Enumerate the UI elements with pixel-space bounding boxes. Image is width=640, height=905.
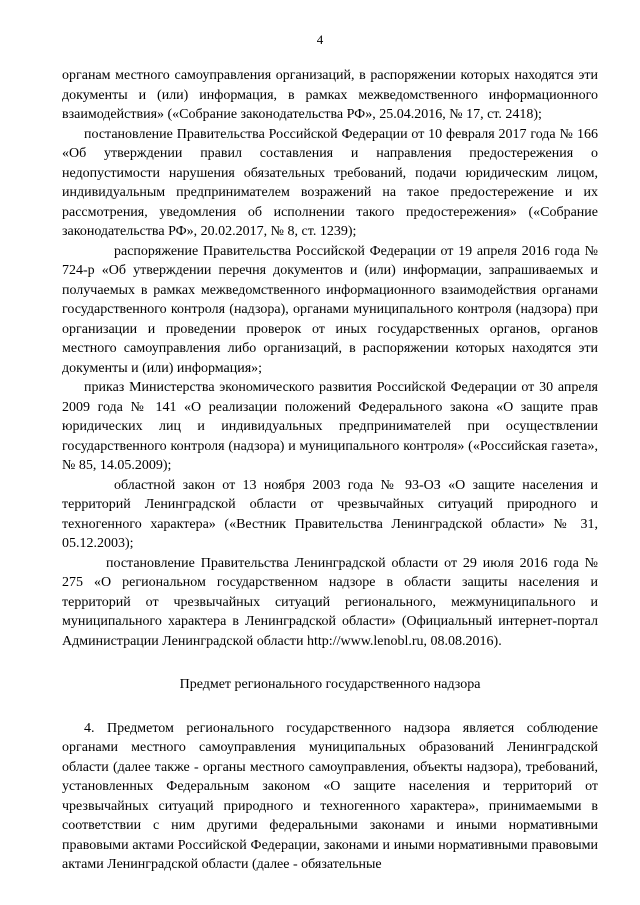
page-number: 4 xyxy=(316,32,324,47)
paragraph-government-order-724: распоряжение Правительства Российской Федерации от 19 апреля 2016 года № 724-р «Об утверждении перечня документов и (или) информации, запрашиваемых и получаемых в рамках межведомственного информационного взаимодействия органами государственного контроля (надзора), органами муниципального контроля (надзора) при организации и проведении проверок от иных государственных органов, органов местного самоуправления либо организаций, в распоряжении которых находятся эти документы и (или) информация»; xyxy=(62,243,598,376)
paragraph-regional-law-93: областной закон от 13 ноября 2003 года № 93-ОЗ «О защите населения и территорий Ленинградской области от чрезвычайных ситуаций природного и техногенного характера» («Вестник Правительства Ленинградской области» № 31, 05.12.2003); xyxy=(62,477,598,551)
document-body xyxy=(62,66,598,875)
paragraph-ministry-order-141: приказ Министерства экономического развития Российской Федерации от 30 апреля 2009 года № 141 «О реализации положений Федерального закона «О защите прав юридических лиц и индивидуальных предпринимателей при осуществлении государственного контроля (надзора) и муниципального контроля» («Российская газета», № 85, 14.05.2009); xyxy=(62,380,598,473)
paragraph-regional-resolution-275: постановление Правительства Ленинградской области от 29 июля 2016 года № 275 «О региональном государственном надзоре в области защиты населения и территорий от чрезвычайных ситуаций регионального, межмуниципального и муниципального характера в Ленинградской области» (Официальный интернет-портал Администрации Ленинградской области http://www.lenobl.ru, 08.08.2016). xyxy=(62,555,598,649)
section-title: Предмет регионального государственного надзора xyxy=(179,677,481,692)
paragraph-continuation: органам местного самоуправления организаций, в распоряжении которых находятся эти документы и (или) информация, в рамках межведомственного информационного взаимодействия» («Собрание законодательства РФ», 25.04.2016, № 17, ст. 2418); xyxy=(62,68,598,122)
paragraph-government-resolution-166: постановление Правительства Российской Федерации от 10 февраля 2017 года № 166 «Об утверждении правил составления и направления предостережения о недопустимости нарушения обязательных требований, подачи юридическим лицом, индивидуальным предпринимателем возражений на такое предостережение и их рассмотрения, уведомления об исполнении такого предостережения» («Собрание законодательства РФ», 20.02.2017, № 8, ст. 1239); xyxy=(62,126,598,239)
paragraph-item-4: 4. Предметом регионального государственного надзора является соблюдение органами местного самоуправления муниципальных образований Ленинградской области (далее также - органы местного самоуправления, объекты надзора), требований, установленных Федеральным законом «О защите населения и территорий от чрезвычайных ситуаций природного и техногенного характера», принимаемыми в соответствии с ним другими федеральными законами и иными нормативными правовыми актами Российской Федерации, законами и иными нормативными правовыми актами Ленинградской области (далее - обязательные xyxy=(62,720,598,872)
